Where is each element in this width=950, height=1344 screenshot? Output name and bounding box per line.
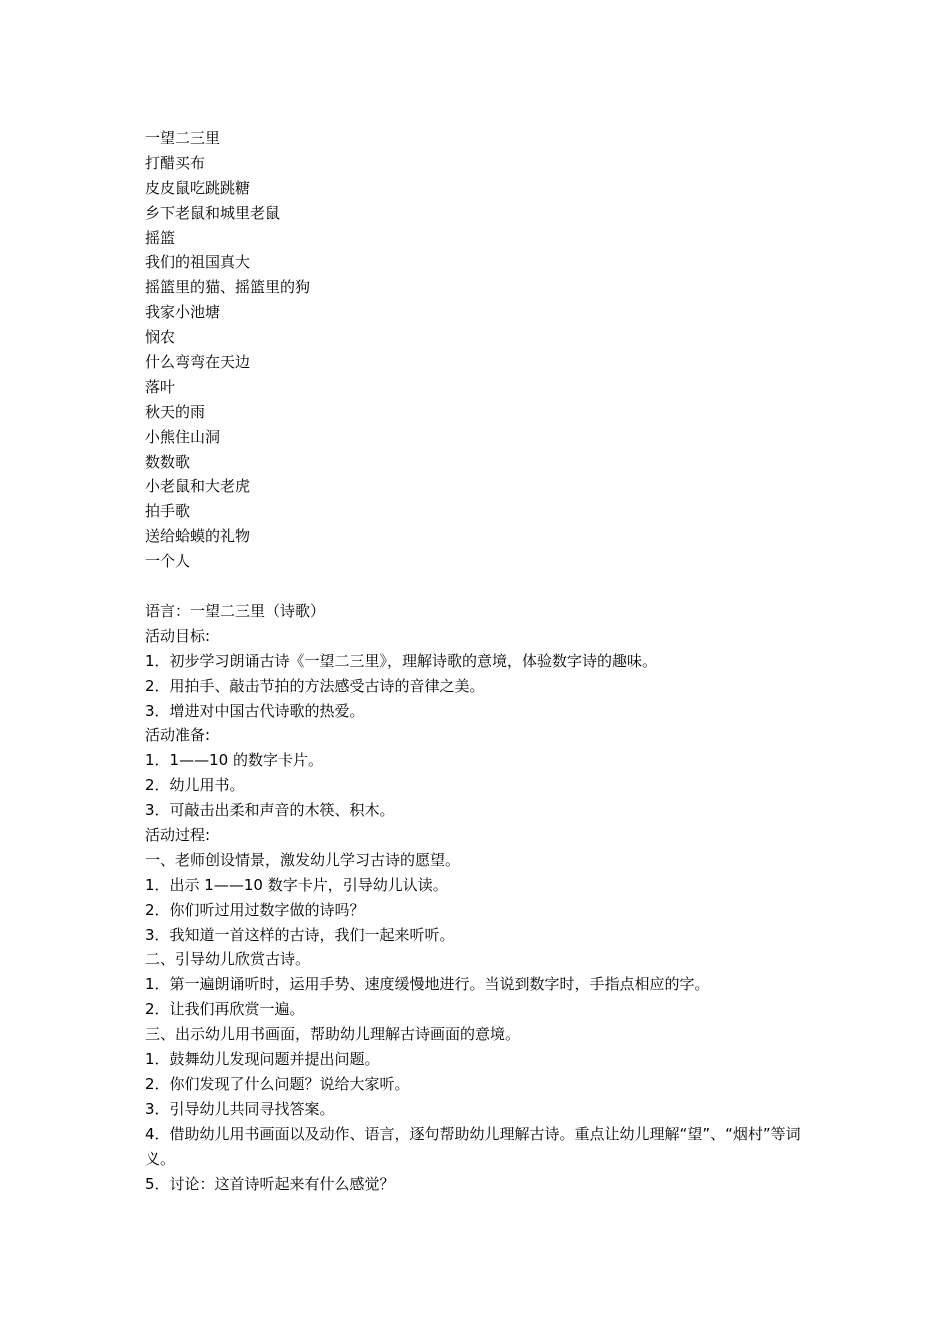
goal-item: 2．用拍手、敲击节拍的方法感受古诗的音律之美。 xyxy=(145,676,485,695)
toc-item: 我家小池塘 xyxy=(145,303,221,322)
process-step: 3．我知道一首这样的古诗，我们一起来听听。 xyxy=(145,925,455,944)
toc-item: 秋天的雨 xyxy=(145,402,206,421)
process-step: 2．让我们再欣赏一遍。 xyxy=(145,1000,305,1019)
process-heading: 活动过程: xyxy=(145,826,211,845)
process-step: 4．借助幼儿用书画面以及动作、语言，逐句帮助幼儿理解古诗。重点让幼儿理解“望”、“烟村”等词义。 xyxy=(145,1124,801,1168)
toc-item: 什么弯弯在天边 xyxy=(145,353,251,372)
toc-item: 拍手歌 xyxy=(145,502,191,521)
toc-item: 一望二三里 xyxy=(145,129,221,147)
toc-item: 落叶 xyxy=(145,377,176,396)
toc-item: 皮皮鼠吃跳跳糖 xyxy=(145,178,251,197)
toc-item: 悯农 xyxy=(145,328,176,347)
process-step: 一、老师创设情景，激发幼儿学习古诗的愿望。 xyxy=(145,850,461,869)
process-step: 1．第一遍朗诵听时，运用手势、速度缓慢地进行。当说到数字时，手指点相应的字。 xyxy=(145,975,710,994)
goal-item: 1．初步学习朗诵古诗《一望二三里》，理解诗歌的意境，体验数字诗的趣味。 xyxy=(145,651,658,670)
process-step: 5．讨论：这首诗听起来有什么感觉？ xyxy=(145,1174,395,1193)
lesson-title: 语言：一望二三里（诗歌） xyxy=(145,602,326,620)
toc-item: 数数歌 xyxy=(145,452,191,471)
process-step: 2．你们听过用过数字做的诗吗？ xyxy=(145,900,365,919)
process-step: 3．引导幼儿共同寻找答案。 xyxy=(145,1099,335,1118)
prep-item: 1．1——10 的数字卡片。 xyxy=(145,751,323,770)
toc-list xyxy=(145,126,865,574)
toc-item: 乡下老鼠和城里老鼠 xyxy=(145,203,281,222)
toc-item: 摇篮里的猫、摇篮里的狗 xyxy=(145,278,311,297)
toc-item: 打醋买布 xyxy=(145,153,206,172)
prep-item: 3．可敲击出柔和声音的木筷、积木。 xyxy=(145,801,395,820)
toc-item: 我们的祖国真大 xyxy=(145,253,251,272)
toc-item: 摇篮 xyxy=(145,228,176,247)
lesson-content xyxy=(145,599,810,1196)
process-step: 二、引导幼儿欣赏古诗。 xyxy=(145,950,311,969)
prep-item: 2．幼儿用书。 xyxy=(145,776,245,795)
process-step: 1．出示 1——10 数字卡片，引导幼儿认读。 xyxy=(145,875,448,894)
toc-item: 送给蛤蟆的礼物 xyxy=(145,527,251,546)
goal-item: 3．增进对中国古代诗歌的热爱。 xyxy=(145,701,365,720)
toc-item: 一个人 xyxy=(145,552,191,571)
goals-heading: 活动目标: xyxy=(145,626,211,645)
process-step: 2．你们发现了什么问题？说给大家听。 xyxy=(145,1074,410,1093)
prep-heading: 活动准备: xyxy=(145,726,211,745)
process-step: 三、出示幼儿用书画面，帮助幼儿理解古诗画面的意境。 xyxy=(145,1025,521,1044)
toc-item: 小老鼠和大老虎 xyxy=(145,477,251,496)
process-step: 1．鼓舞幼儿发现问题并提出问题。 xyxy=(145,1050,380,1069)
toc-item: 小熊住山洞 xyxy=(145,427,221,446)
